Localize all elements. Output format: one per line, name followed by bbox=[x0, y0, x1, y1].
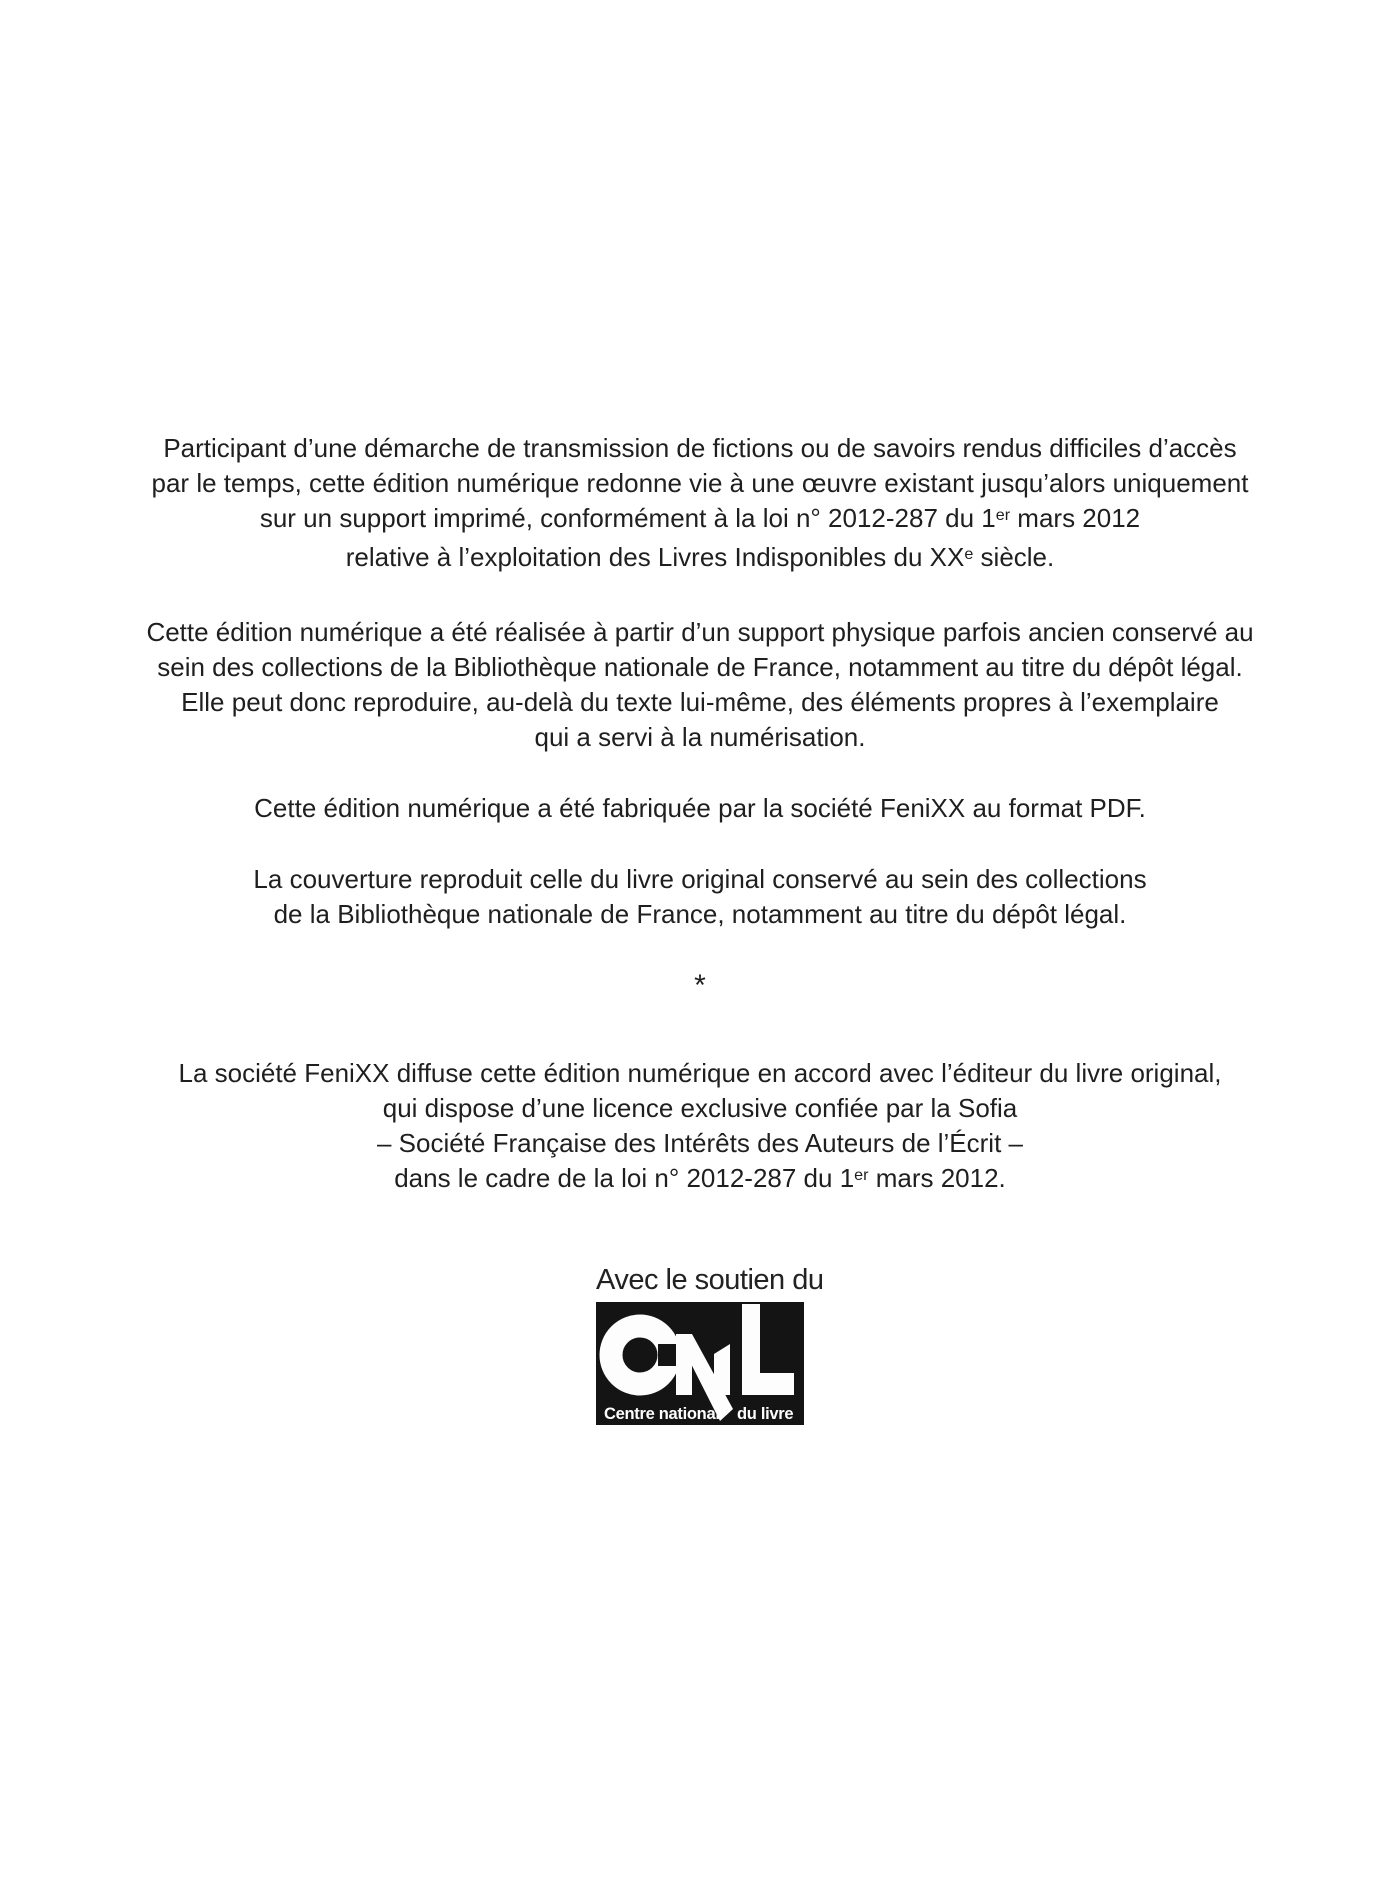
asterisk-separator: * bbox=[694, 969, 706, 1002]
text-line: de la Bibliothèque nationale de France, notamment au titre du dépôt légal. bbox=[273, 899, 1127, 929]
colophon-text-block bbox=[50, 0, 1350, 1425]
cnl-subtext-right: du livre bbox=[737, 1405, 794, 1423]
text-line: par le temps, cette édition numérique redonne vie à une œuvre existant jusqu’alors uniquement bbox=[151, 468, 1249, 498]
text-line bbox=[50, 1161, 1350, 1200]
paragraph-diffusion bbox=[50, 1056, 1350, 1200]
cnl-logo bbox=[596, 1302, 804, 1425]
text-segment: sur un support imprimé, conformément à la loi n° 2012-287 du 1 bbox=[259, 503, 996, 533]
text-segment: mars 2012. bbox=[868, 1163, 1006, 1193]
text-line: – Société Française des Intérêts des Auteurs de l’Écrit – bbox=[376, 1128, 1023, 1158]
paragraph-cover bbox=[50, 862, 1350, 932]
paragraph-preamble bbox=[50, 431, 1350, 579]
cnl-subtext-left: Centre national bbox=[604, 1405, 720, 1423]
text-segment: relative à l’exploitation des Livres Indisponibles du XX bbox=[345, 542, 965, 572]
paragraph-source bbox=[50, 615, 1350, 755]
text-segment: dans le cadre de la loi n° 2012-287 du 1 bbox=[394, 1163, 855, 1193]
text-line: Cette édition numérique a été fabriquée par la société FeniXX au format PDF. bbox=[254, 793, 1146, 823]
text-line: qui a servi à la numérisation. bbox=[534, 722, 866, 752]
cnl-logo-svg bbox=[596, 1302, 804, 1425]
text-segment: mars 2012 bbox=[1010, 503, 1141, 533]
paragraph-fabrication bbox=[50, 791, 1350, 826]
text-line: La couverture reproduit celle du livre original conservé au sein des collections bbox=[253, 864, 1147, 894]
text-line bbox=[50, 501, 1350, 540]
cnl-support-caption: Avec le soutien du bbox=[596, 1264, 824, 1296]
cnl-logo-block bbox=[596, 1262, 824, 1425]
superscript: er bbox=[854, 1166, 869, 1185]
text-line: qui dispose d’une licence exclusive confiée par la Sofia bbox=[382, 1093, 1018, 1123]
text-line: sein des collections de la Bibliothèque nationale de France, notamment au titre du dépôt légal. bbox=[157, 652, 1243, 682]
text-line: Elle peut donc reproduire, au-delà du texte lui-même, des éléments propres à l’exemplaire bbox=[181, 687, 1219, 717]
superscript: e bbox=[964, 545, 974, 564]
text-segment: siècle. bbox=[973, 542, 1055, 572]
text-line bbox=[50, 540, 1350, 579]
superscript: er bbox=[995, 506, 1011, 525]
letter-l-foot bbox=[742, 1373, 794, 1395]
text-line: Cette édition numérique a été réalisée à partir d’un support physique parfois ancien conservé au bbox=[146, 617, 1254, 647]
text-line: Participant d’une démarche de transmission de fictions ou de savoirs rendus difficiles d’accès bbox=[163, 433, 1237, 463]
text-line: La société FeniXX diffuse cette édition numérique en accord avec l’éditeur du livre original, bbox=[178, 1058, 1222, 1088]
